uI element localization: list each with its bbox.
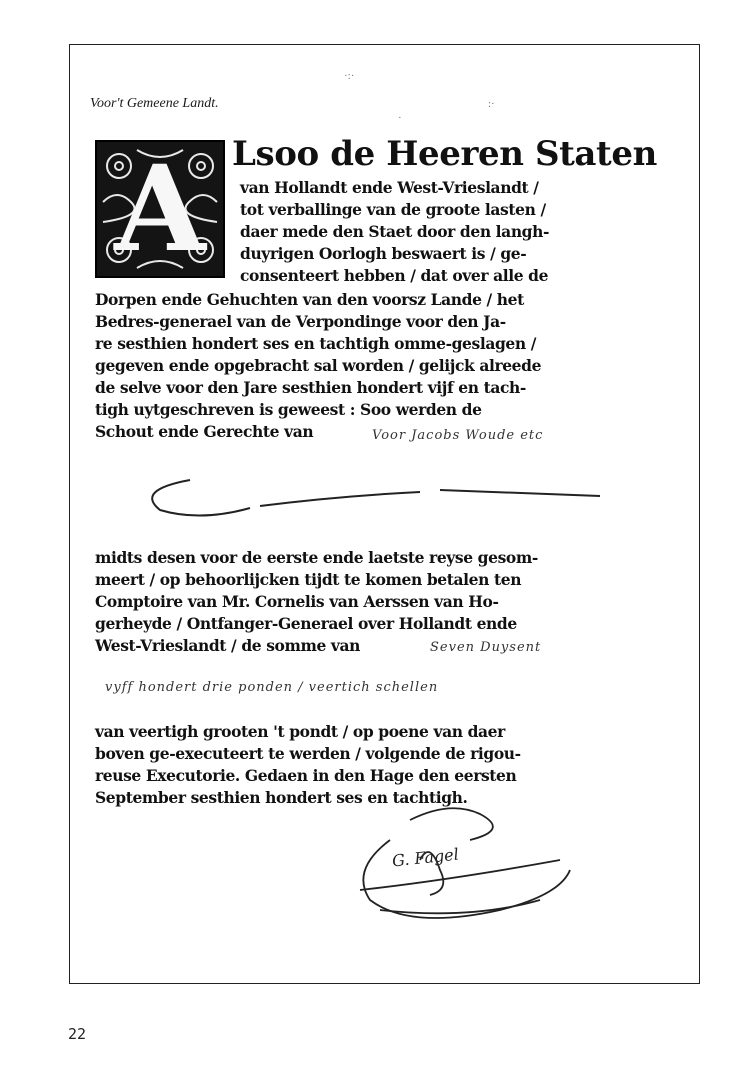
text-line: tot verballinge van de groote lasten / xyxy=(240,200,546,219)
handwritten-flourish-icon xyxy=(130,470,610,530)
text-line: reuse Executorie. Gedaen in den Hage den eersten xyxy=(95,766,517,785)
text-line: September sesthien hondert ses en tachtigh. xyxy=(95,788,468,807)
page-number: 22 xyxy=(68,1025,87,1043)
decorated-initial xyxy=(95,140,225,278)
text-line: de selve voor den Jare sesthien hondert vijf en tach- xyxy=(95,378,526,397)
signature: G. Fagel xyxy=(391,844,460,871)
handwritten-village: Voor Jacobs Woude etc xyxy=(372,428,544,443)
text-line: meert / op behoorlijcken tijdt te komen betalen ten xyxy=(95,570,522,589)
text-line: daer mede den Staet door den langh- xyxy=(240,222,550,241)
text-line: Bedres-generael van de Verpondinge voor den Ja- xyxy=(95,312,506,331)
text-line: West-Vrieslandt / de somme van xyxy=(95,636,361,655)
text-line: van Hollandt ende West-Vrieslandt / xyxy=(240,178,539,197)
text-line: Schout ende Gerechte van xyxy=(95,422,314,441)
text-line: consenteert hebben / dat over alle de xyxy=(240,266,549,285)
document-title: Lsoo de Heeren Staten xyxy=(232,134,657,174)
handwritten-amount: Seven Duysent xyxy=(430,640,542,655)
text-line: tigh uytgeschreven is geweest : Soo werden de xyxy=(95,400,482,419)
text-line: boven ge-executeert te werden / volgende de rigou- xyxy=(95,744,521,763)
document-heading: Voor't Gemeene Landt. xyxy=(90,96,219,111)
text-line: Comptoire van Mr. Cornelis van Aerssen van Ho- xyxy=(95,592,499,611)
text-line: midts desen voor de eerste ende laetste reyse gesom- xyxy=(95,548,538,567)
signature-flourish-icon xyxy=(330,800,590,930)
ink-speck: · xyxy=(398,112,402,124)
initial-letter: A xyxy=(114,139,206,278)
handwritten-amount-continued: vyff hondert drie ponden / veertich schellen xyxy=(105,680,439,695)
text-line: duyrigen Oorlogh beswaert is / ge- xyxy=(240,244,527,263)
ink-speck: ·:· xyxy=(344,70,355,82)
text-line: gerheyde / Ontfanger-Generael over Hollandt ende xyxy=(95,614,517,633)
ink-speck: :· xyxy=(488,98,495,110)
text-line: van veertigh grooten 't pondt / op poene van daer xyxy=(95,722,505,741)
text-line: gegeven ende opgebracht sal worden / gelijck alreede xyxy=(95,356,542,375)
text-line: re sesthien hondert ses en tachtigh omme-geslagen / xyxy=(95,334,536,353)
text-line: Dorpen ende Gehuchten van den voorsz Lande / het xyxy=(95,290,524,309)
